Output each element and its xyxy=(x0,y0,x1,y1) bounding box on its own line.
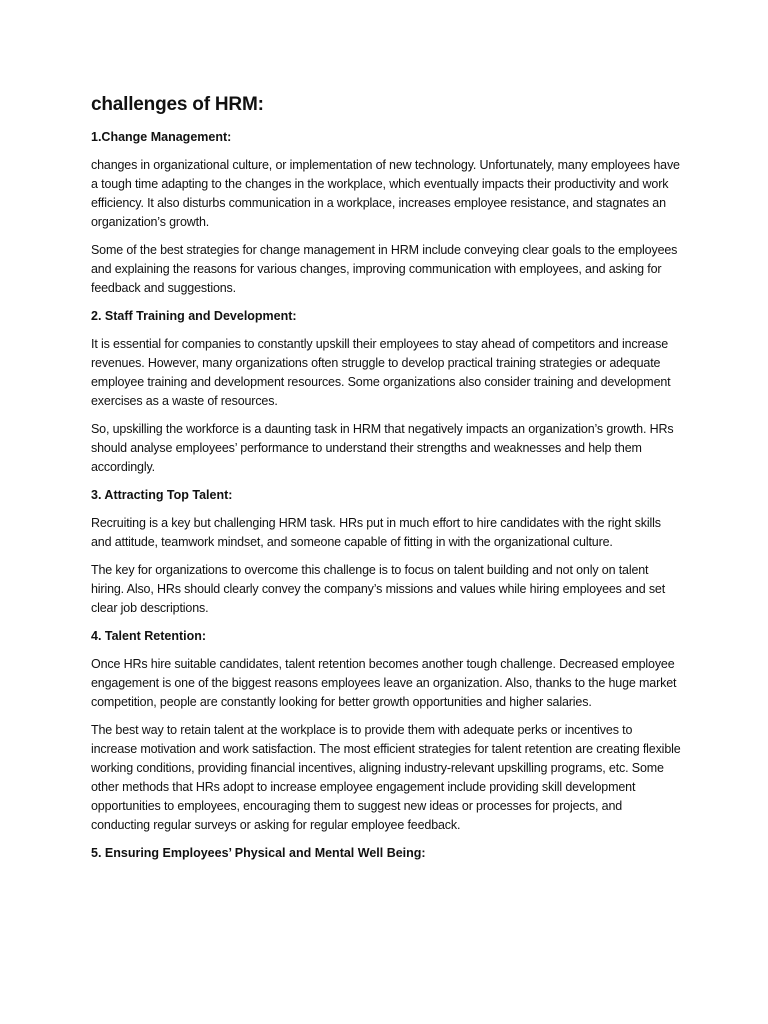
paragraph: The best way to retain talent at the workplace is to provide them with adequate perks or incentives to increase motivation and work satisfaction. The most efficient strategies for talent retention are creating flexible working conditions, providing financial incentives, aligning industry-relevant upskilling programs, etc. Some other methods that HRs adopt to increase employee engagement include providing skill development opportunities to employees, encouraging them to suggest new ideas or processes for projects, and conducting regular surveys or asking for regular employee feedback. xyxy=(91,723,681,832)
section-heading-staff-training: 2. Staff Training and Development: xyxy=(91,309,297,323)
section-heading-change-management: 1.Change Management: xyxy=(91,130,232,144)
paragraph: Once HRs hire suitable candidates, talent retention becomes another tough challenge. Decreased employee engagement is one of the biggest reasons employees leave an organization. Also, thanks to the huge market competition, people are constantly looking for better growth opportunities and higher salaries. xyxy=(91,657,677,709)
section-heading-well-being: 5. Ensuring Employees’ Physical and Mental Well Being: xyxy=(91,846,426,860)
section-heading-talent-retention: 4. Talent Retention: xyxy=(91,629,207,643)
paragraph: Recruiting is a key but challenging HRM task. HRs put in much effort to hire candidates with the right skills and attitude, teamwork mindset, and someone capable of fitting in with the organizational culture. xyxy=(91,516,661,549)
paragraph: Some of the best strategies for change management in HRM include conveying clear goals to the employees and explaining the reasons for various changes, improving communication with employees, and asking for feedback and suggestions. xyxy=(91,243,678,295)
paragraph: So, upskilling the workforce is a daunting task in HRM that negatively impacts an organization’s growth. HRs should analyse employees’ performance to understand their strengths and weaknesses and help them accordingly. xyxy=(91,422,674,474)
document-page xyxy=(91,94,681,872)
document-title: challenges of HRM: xyxy=(91,94,264,115)
paragraph: The key for organizations to overcome this challenge is to focus on talent building and not only on talent hiring. Also, HRs should clearly convey the company’s missions and values while hiring employees and set clear job descriptions. xyxy=(91,563,666,615)
paragraph: changes in organizational culture, or implementation of new technology. Unfortunately, many employees have a tough time adapting to the changes in the workplace, which eventually impacts their productivity and work efficiency. It also disturbs communication in a workplace, increases employee resistance, and stagnates an organization’s growth. xyxy=(91,158,680,229)
paragraph: It is essential for companies to constantly upskill their employees to stay ahead of competitors and increase revenues. However, many organizations often struggle to develop practical training strategies or adequate employee training and development resources. Some organizations also consider training and development exercises as a waste of resources. xyxy=(91,337,671,408)
section-heading-attracting-talent: 3. Attracting Top Talent: xyxy=(91,488,233,502)
